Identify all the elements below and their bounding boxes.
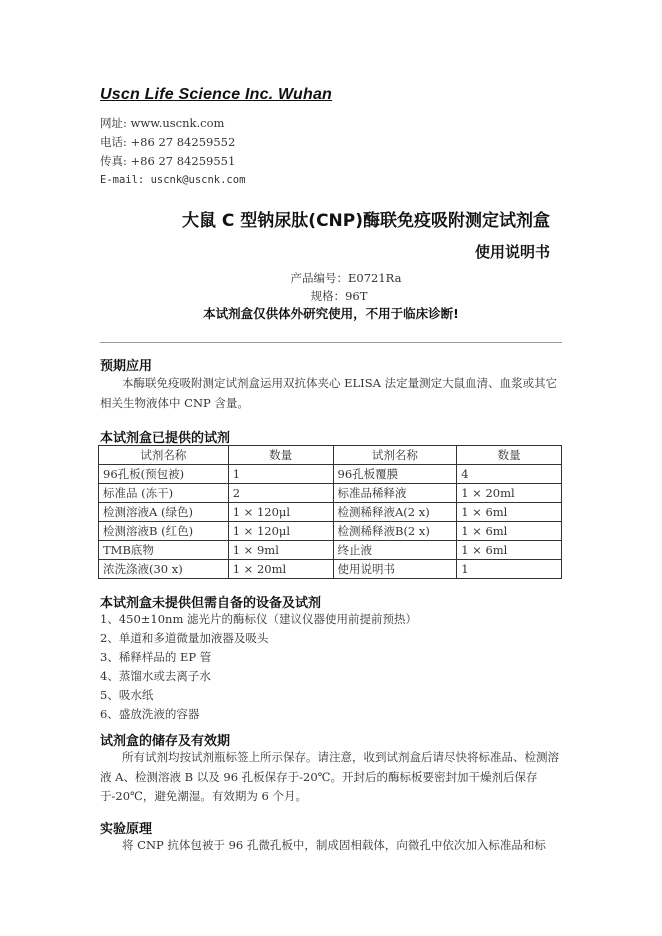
column-header: 数量 — [228, 446, 333, 465]
not-provided-heading: 本试剂盒未提供但需自备的设备及试剂 — [100, 596, 322, 611]
product-title: 大鼠 C 型钠尿肽(CNP)酶联免疫吸附测定试剂盒 — [181, 211, 550, 231]
reagent-name: 检测稀释液A(2 x) — [333, 503, 457, 522]
phone: 电话: +86 27 84259552 — [100, 135, 236, 149]
manual-subtitle: 使用说明书 — [474, 243, 550, 261]
table-row — [99, 560, 562, 579]
reagent-name: 标准品稀释液 — [333, 484, 457, 503]
reagent-qty: 1 × 20ml — [228, 560, 333, 579]
list-item: 5、吸水纸 — [100, 688, 154, 702]
reagent-qty: 1 × 6ml — [457, 522, 562, 541]
reagent-qty: 1 × 20ml — [457, 484, 562, 503]
column-header: 试剂名称 — [99, 446, 229, 465]
reagent-name: 96孔板(预包被) — [99, 465, 229, 484]
reagent-name: 浓洗涤液(30 x) — [99, 560, 229, 579]
list-item: 1、450±10nm 滤光片的酶标仪（建议仪器使用前提前预热） — [100, 612, 417, 626]
list-item: 6、盛放洗液的容器 — [100, 707, 200, 721]
reagent-qty: 1 — [228, 465, 333, 484]
product-code: 产品编号：E0721Ra — [290, 271, 402, 285]
company-name: Uscn Life Science Inc. Wuhan — [100, 86, 333, 103]
reagent-qty: 1 × 9ml — [228, 541, 333, 560]
reagent-qty: 1 × 120μl — [228, 503, 333, 522]
reagent-qty: 2 — [228, 484, 333, 503]
reagent-qty: 1 × 6ml — [457, 503, 562, 522]
reagent-name: 96孔板覆膜 — [333, 465, 457, 484]
reagent-name: 终止液 — [333, 541, 457, 560]
principle-text: 将 CNP 抗体包被于 96 孔微孔板中，制成固相载体，向微孔中依次加入标准品和标 — [122, 838, 546, 852]
list-item: 2、单道和多道微量加液器及吸头 — [100, 631, 269, 645]
reagent-qty: 1 × 120μl — [228, 522, 333, 541]
principle-heading: 实验原理 — [100, 822, 153, 837]
product-spec: 规格：96T — [310, 289, 368, 303]
reagent-qty: 4 — [457, 465, 562, 484]
table-row — [99, 484, 562, 503]
storage-heading: 试剂盒的储存及有效期 — [100, 734, 231, 749]
reagent-name: TMB底物 — [99, 541, 229, 560]
reagent-name: 检测溶液B (红色) — [99, 522, 229, 541]
table-row — [99, 503, 562, 522]
table-row — [99, 541, 562, 560]
reagent-name: 标准品 (冻干) — [99, 484, 229, 503]
divider — [100, 342, 562, 343]
reagent-name: 检测稀释液B(2 x) — [333, 522, 457, 541]
list-item: 4、蒸馏水或去离子水 — [100, 669, 211, 683]
storage-text: 所有试剂均按试剂瓶标签上所示保存。请注意，收到试剂盒后请尽快将标准品、检测溶液 A、检测溶液 B 以及 96 孔板保存于-20℃。开封后的酶标板要密封加干燥剂后保存于-20℃，避免潮湿。有效期为 6 个月。 — [100, 750, 559, 803]
research-notice: 本试剂盒仅供体外研究使用，不用于临床诊断! — [203, 306, 459, 321]
purpose-heading: 预期应用 — [100, 359, 153, 374]
reagent-name: 使用说明书 — [333, 560, 457, 579]
reagent-table — [98, 445, 562, 579]
purpose-text: 本酶联免疫吸附测定试剂盒运用双抗体夹心 ELISA 法定量测定大鼠血清、血浆或其它相关生物液体中 CNP 含量。 — [100, 376, 558, 410]
email: E-mail: uscnk@uscnk.com — [100, 174, 246, 186]
list-item: 3、稀释样品的 EP 管 — [100, 650, 212, 664]
table-header-row — [99, 446, 562, 465]
column-header: 试剂名称 — [333, 446, 457, 465]
provided-heading: 本试剂盒已提供的试剂 — [100, 431, 231, 446]
table-row — [99, 522, 562, 541]
table-row — [99, 465, 562, 484]
reagent-qty: 1 — [457, 560, 562, 579]
website: 网址: www.uscnk.com — [100, 116, 225, 130]
reagent-name: 检测溶液A (绿色) — [99, 503, 229, 522]
reagent-qty: 1 × 6ml — [457, 541, 562, 560]
column-header: 数量 — [457, 446, 562, 465]
fax: 传真: +86 27 84259551 — [100, 154, 236, 168]
